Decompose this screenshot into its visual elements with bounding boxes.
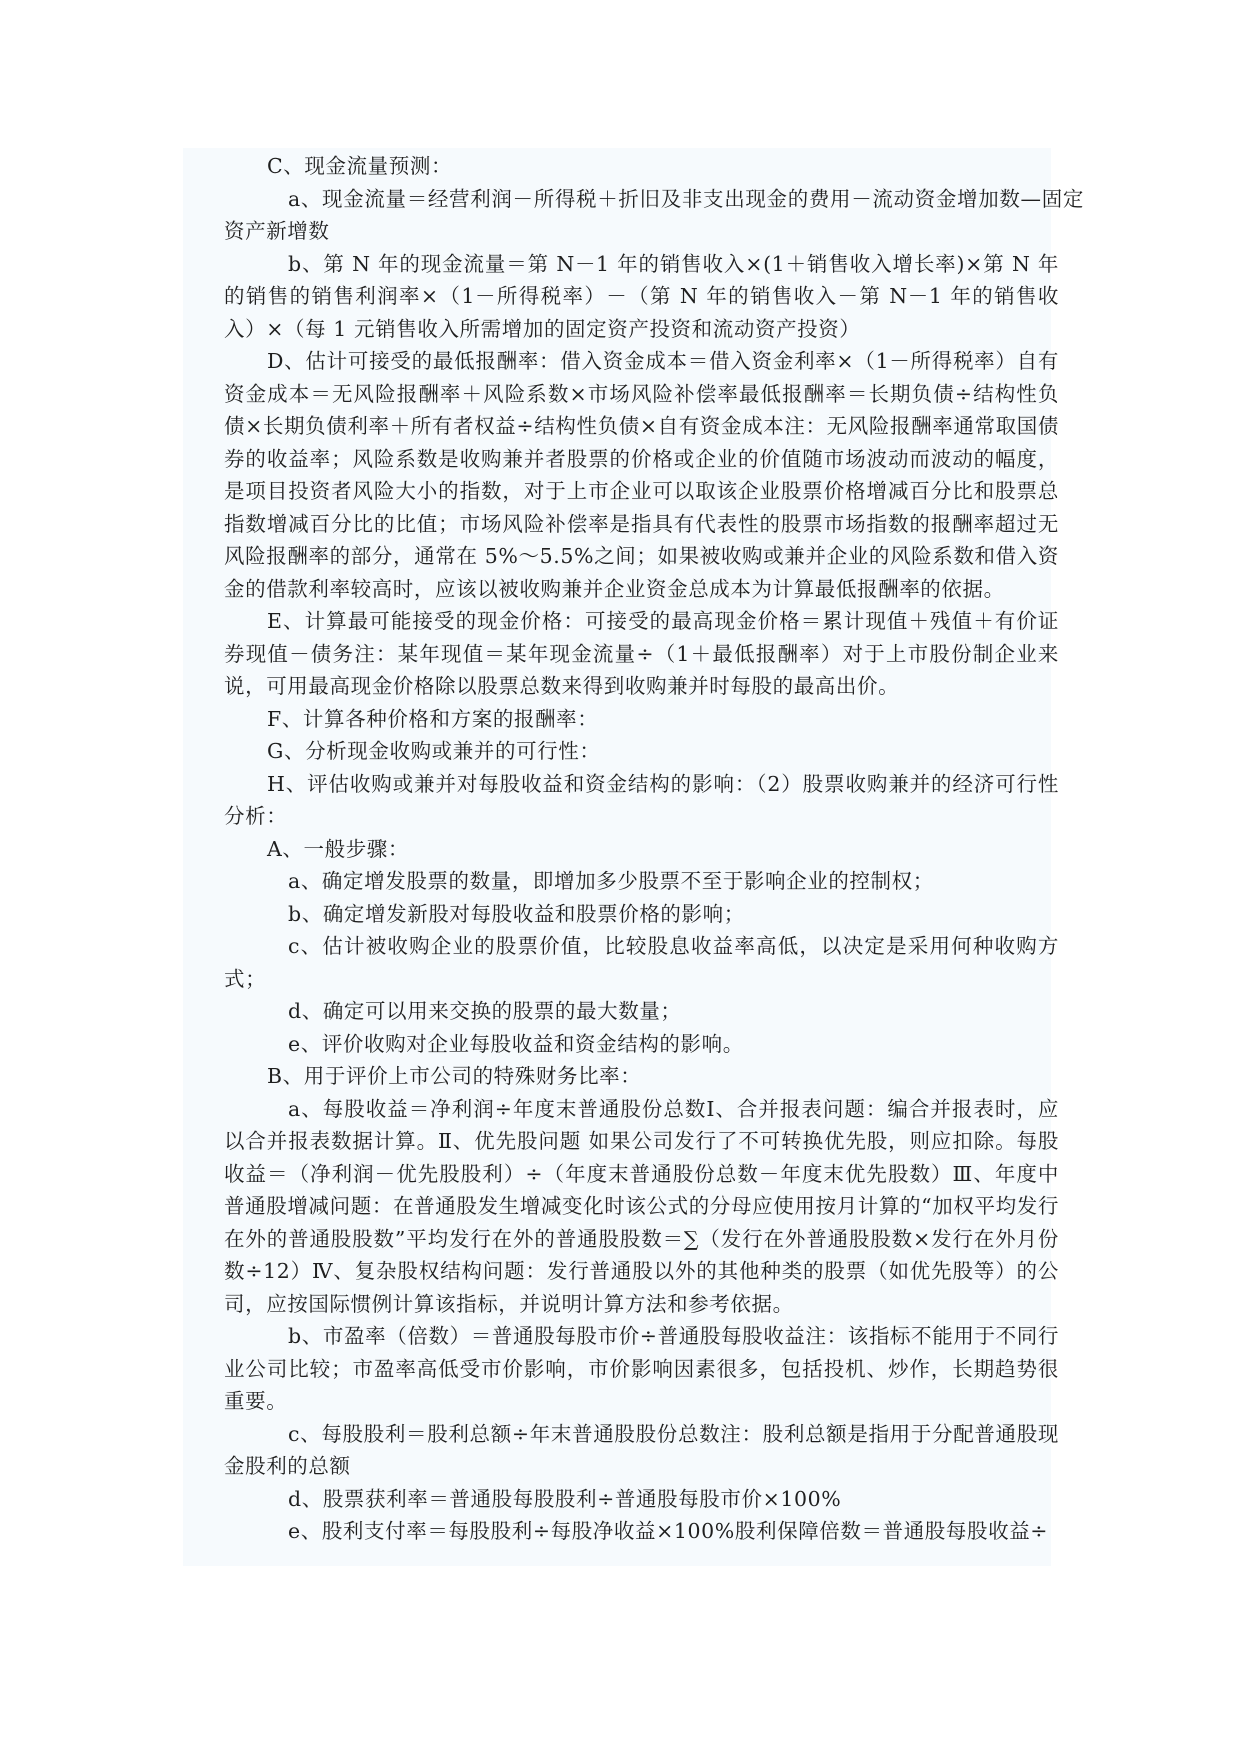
ratio-e-payout: e、股利支付率＝每股股利÷每股净收益×100%股利保障倍数＝普通股每股收益÷ <box>288 1519 1049 1543</box>
ratio-a-eps: a、每股收益＝净利润÷年度末普通股份总数Ⅰ、合并报表问题：编合并报表时，应以合并报表数据计算。Ⅱ、优先股问题 如果公司发行了不可转换优先股，则应扣除。每股收益＝（净利润－优先股股利）÷（年度末普通股份总数－年度末优先股数）Ⅲ、年度中普通股增减问题：在普通股发生增减变化时该公式的分母应使用按月计算的“加权平均发行在外的普通股股数”平均发行在外的普通股股数＝∑（发行在外普通股股数×发行在外月份数÷12）Ⅳ、复杂股权结构问题：发行普通股以外的其他种类的股票（如优先股等）的公司，应按国际惯例计算该指标，并说明计算方法和参考依据。 <box>224 1096 1059 1316</box>
step-a: a、确定增发股票的数量，即增加多少股票不至于影响企业的控制权； <box>288 869 934 893</box>
document-body <box>224 150 1084 1548</box>
heading-c-cash-flow: C、现金流量预测： <box>267 154 453 178</box>
step-c: c、估计被收购企业的股票价值，比较股息收益率高低，以决定是采用何种收购方式； <box>224 934 1059 991</box>
paragraph-c-a: a、现金流量＝经营利润－所得税＋折旧及非支出现金的费用－流动资金增加数—固定资产新增数 <box>224 186 1084 243</box>
step-d: d、确定可以用来交换的股票的最大数量； <box>288 999 682 1023</box>
paragraph-h: H、评估收购或兼并对每股收益和资金结构的影响：（2）股票收购兼并的经济可行性分析： <box>224 771 1059 828</box>
paragraph-d-min-return: D、估计可接受的最低报酬率：借入资金成本＝借入资金利率×（1－所得税率）自有资金成本＝无风险报酬率＋风险系数×市场风险补偿率最低报酬率＝长期负债÷结构性负债×长期负债利率＋所有者权益÷结构性负债×自有资金成本注：无风险报酬率通常取国债券的收益率；风险系数是收购兼并者股票的价格或企业的价值随市场波动而波动的幅度，是项目投资者风险大小的指数，对于上市企业可以取该企业股票价格增减百分比和股票总指数增减百分比的比值；市场风险补偿率是指具有代表性的股票市场指数的报酬率超过无风险报酬率的部分，通常在 5%～5.5%之间；如果被收购或兼并企业的风险系数和借入资金的借款利率较高时，应该以被收购兼并企业资金总成本为计算最低报酬率的依据。 <box>224 349 1059 601</box>
heading-b-ratios: B、用于评价上市公司的特殊财务比率： <box>267 1064 642 1088</box>
paragraph-e-cash-price: E、计算最可能接受的现金价格：可接受的最高现金价格＝累计现值＋残值＋有价证券现值－债务注：某年现值＝某年现金流量÷（1＋最低报酬率）对于上市股份制企业来说，可用最高现金价格除以股票总数来得到收购兼并时每股的最高出价。 <box>224 609 1059 698</box>
heading-a-steps: A、一般步骤： <box>267 836 410 861</box>
ratio-d-yield: d、股票获利率＝普通股每股股利÷普通股每股市价×100% <box>288 1486 842 1511</box>
step-e: e、评价收购对企业每股收益和资金结构的影响。 <box>288 1031 744 1056</box>
step-b: b、确定增发新股对每股收益和股票价格的影响； <box>288 901 745 926</box>
ratio-c-dps: c、每股股利＝股利总额÷年末普通股股份总数注：股利总额是指用于分配普通股现金股利的总额 <box>224 1421 1059 1478</box>
heading-g: G、分析现金收购或兼并的可行性： <box>267 739 601 763</box>
ratio-b-pe: b、市盈率（倍数）＝普通股每股市价÷普通股每股收益注：该指标不能用于不同行业公司比较；市盈率高低受市价影响，市价影响因素很多，包括投机、炒作，长期趋势很重要。 <box>224 1324 1059 1413</box>
paragraph-c-b: b、第 N 年的现金流量＝第 N－1 年的销售收入×(1＋销售收入增长率)×第 N 年的销售的销售利润率×（1－所得税率）－（第 N 年的销售收入－第 N－1 年的销售收入）×（每 1 元销售收入所需增加的固定资产投资和流动资产投资） <box>224 251 1059 341</box>
heading-f: F、计算各种价格和方案的报酬率： <box>267 706 599 731</box>
